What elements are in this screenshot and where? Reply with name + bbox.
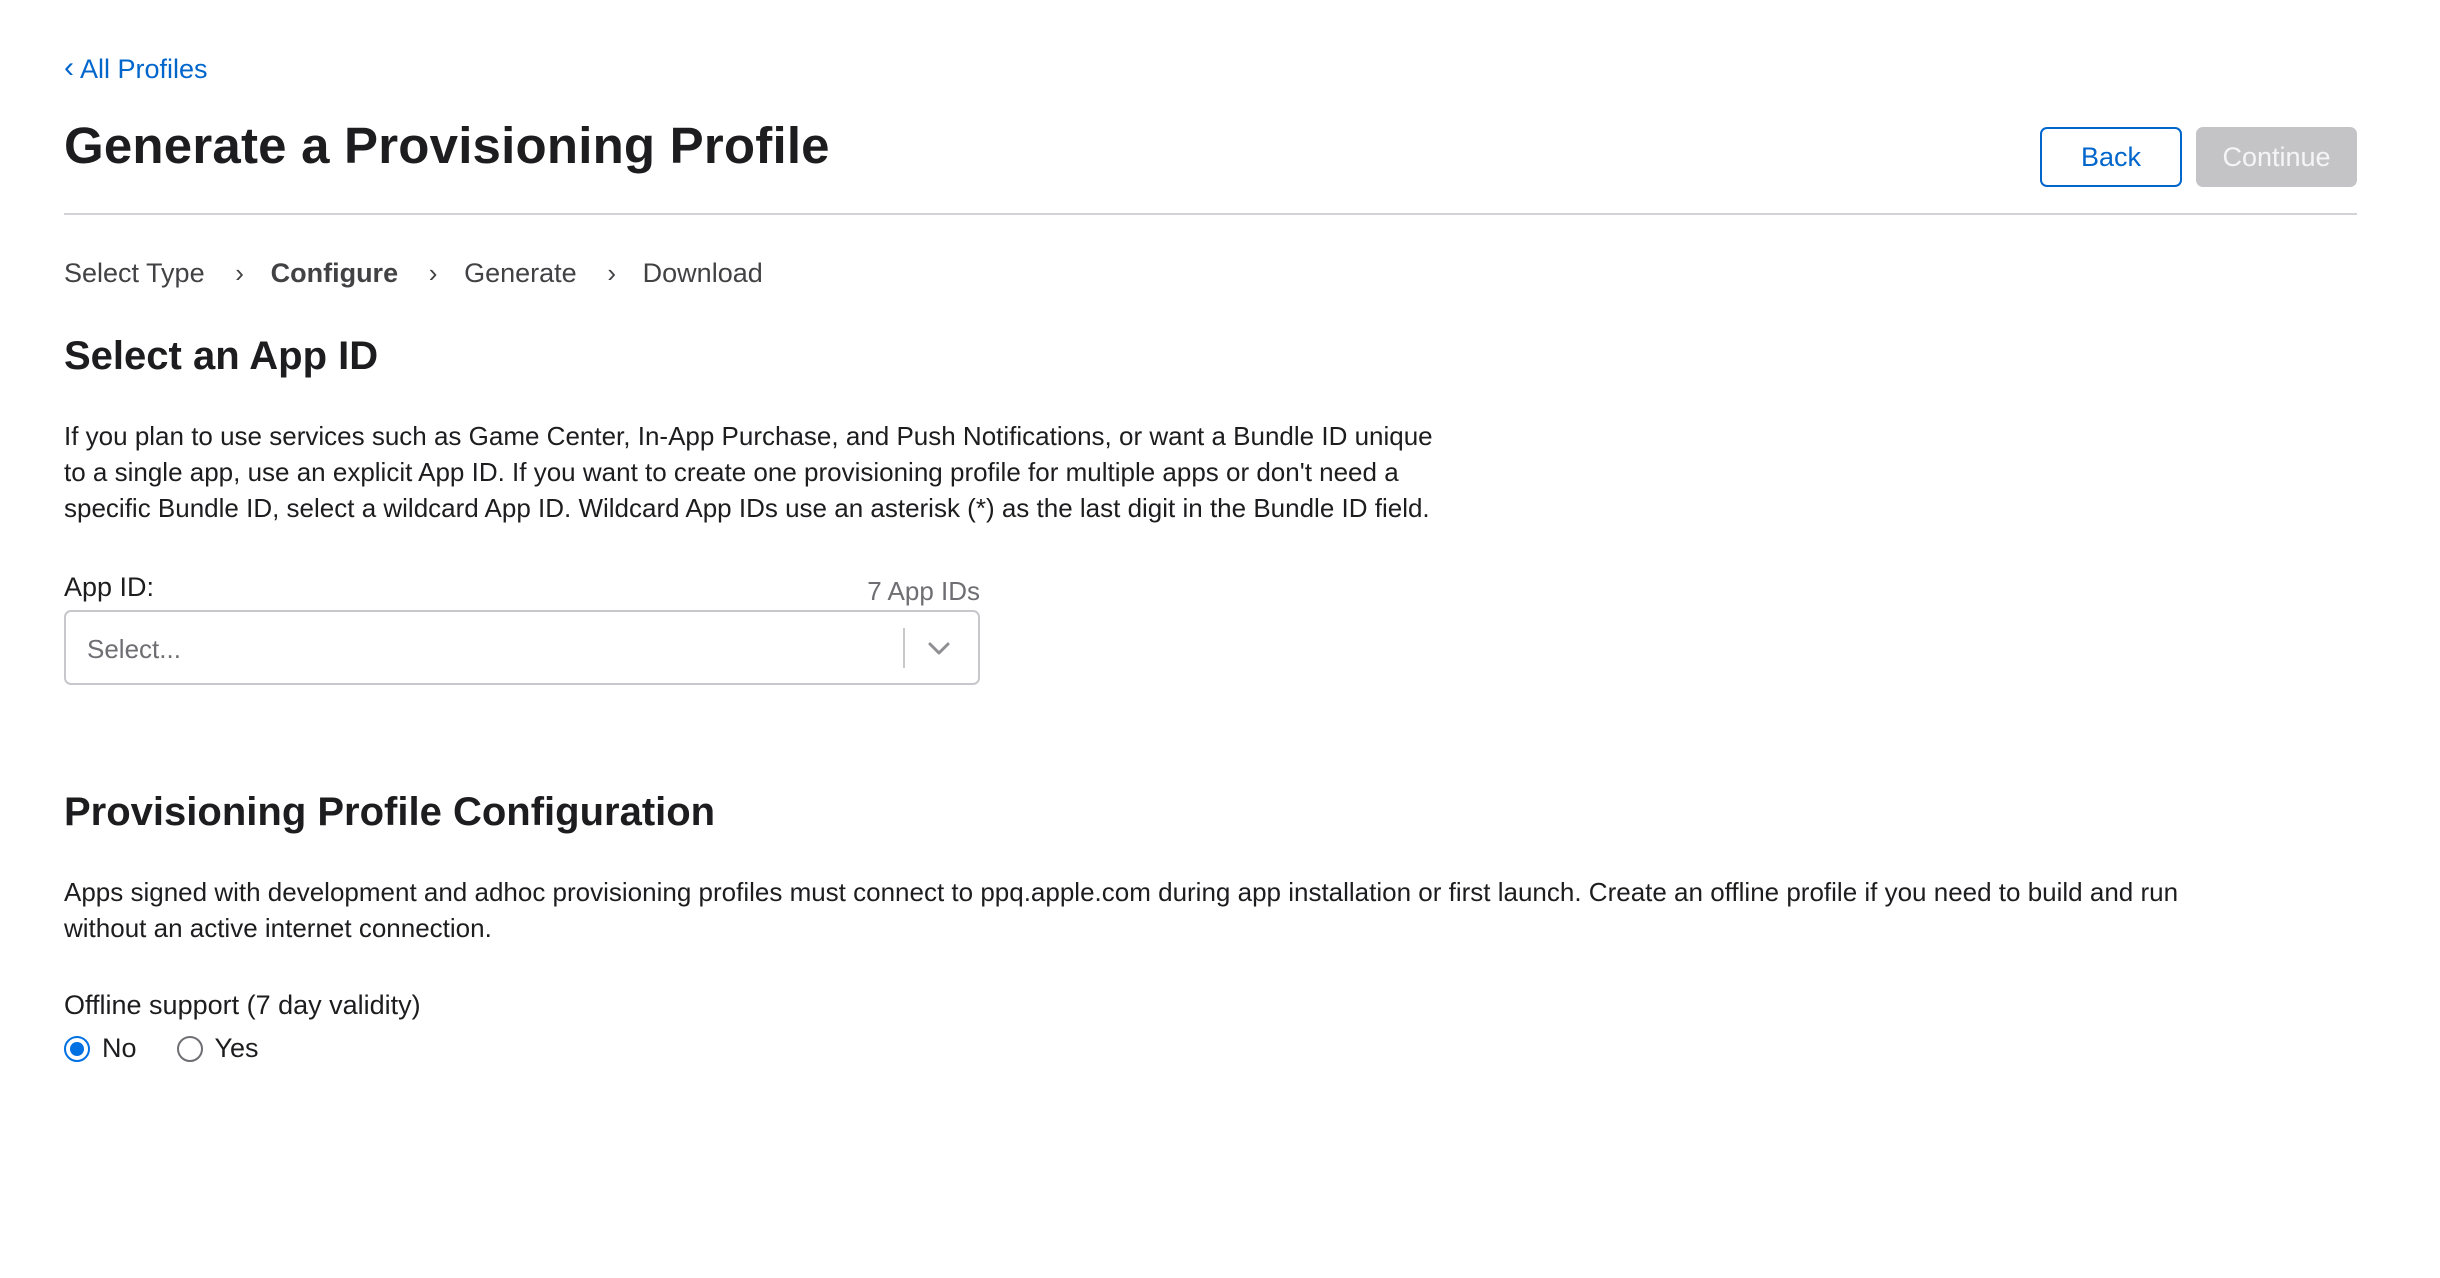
chevron-right-icon: › bbox=[235, 258, 244, 288]
offline-support-radio-group bbox=[64, 1033, 299, 1064]
step-breadcrumb bbox=[64, 258, 763, 289]
app-id-description-line: If you plan to use services such as Game Center, In-App Purchase, and Push Notifications, or want a Bundle ID unique bbox=[64, 421, 1433, 451]
config-description-line: Apps signed with development and adhoc provisioning profiles must connect to ppq.apple.com during app installation or first launch. Create an offline profile if you need to build and run bbox=[64, 877, 2179, 907]
chevron-left-icon: ‹ bbox=[64, 51, 74, 84]
app-id-description-line: specific Bundle ID, select a wildcard App ID. Wildcard App IDs use an asterisk (*) as the last digit in the Bundle ID field. bbox=[64, 493, 1430, 523]
chevron-down-icon[interactable] bbox=[924, 634, 954, 664]
step-generate: Generate bbox=[464, 258, 577, 288]
select-divider bbox=[903, 628, 905, 668]
header-divider bbox=[64, 213, 2357, 215]
app-id-description bbox=[64, 418, 1433, 526]
app-id-select-placeholder: Select... bbox=[87, 634, 181, 664]
all-profiles-link[interactable] bbox=[64, 51, 208, 85]
app-id-section-title: Select an App ID bbox=[64, 334, 379, 378]
app-id-description-line: to a single app, use an explicit App ID. If you want to create one provisioning profile for multiple apps or don't need a bbox=[64, 457, 1399, 487]
offline-no-option[interactable] bbox=[64, 1033, 137, 1064]
page-title: Generate a Provisioning Profile bbox=[64, 117, 830, 174]
radio-yes[interactable] bbox=[177, 1036, 203, 1062]
config-section-title: Provisioning Profile Configuration bbox=[64, 790, 716, 834]
app-id-field-label: App ID: bbox=[64, 572, 155, 602]
step-configure: Configure bbox=[270, 258, 399, 288]
offline-yes-option[interactable] bbox=[177, 1033, 259, 1064]
app-id-count: 7 App IDs bbox=[867, 576, 980, 606]
config-description bbox=[64, 874, 2178, 946]
offline-support-label: Offline support (7 day validity) bbox=[64, 990, 421, 1020]
radio-yes-label: Yes bbox=[214, 1033, 259, 1063]
config-description-line: without an active internet connection. bbox=[64, 913, 492, 943]
step-select-type: Select Type bbox=[64, 258, 205, 288]
step-download: Download bbox=[642, 258, 763, 288]
chevron-right-icon: › bbox=[607, 258, 616, 288]
app-id-select[interactable] bbox=[64, 610, 980, 685]
chevron-right-icon: › bbox=[428, 258, 438, 288]
back-button[interactable]: Back bbox=[2040, 127, 2182, 187]
continue-button[interactable]: Continue bbox=[2196, 127, 2357, 187]
radio-no-label: No bbox=[102, 1033, 137, 1063]
all-profiles-label: All Profiles bbox=[80, 54, 208, 84]
radio-no[interactable] bbox=[64, 1036, 90, 1062]
